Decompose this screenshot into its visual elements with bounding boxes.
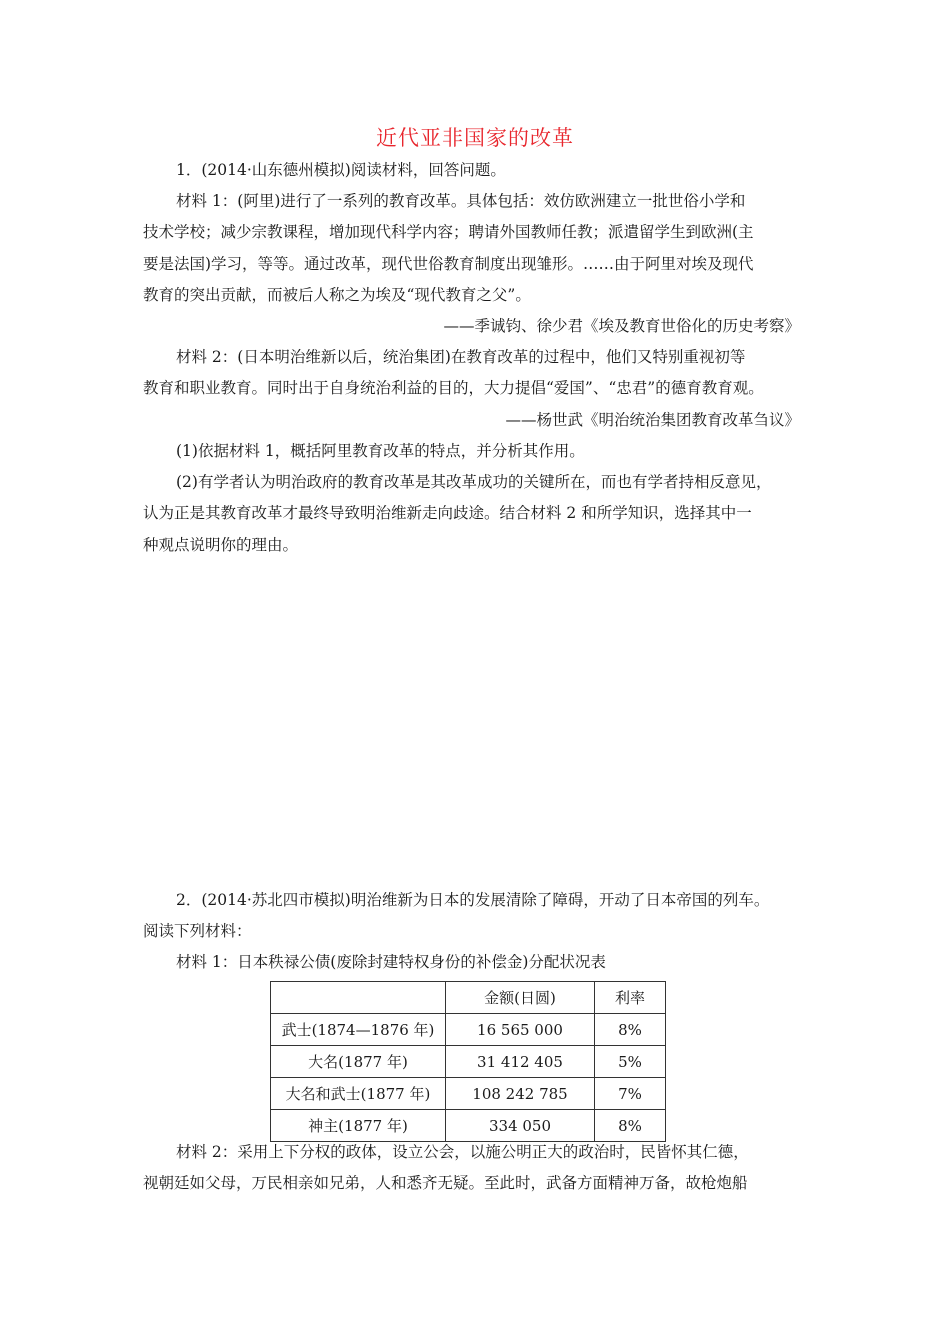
table-cell: 神主(1877 年) [271,1110,446,1142]
table-cell: 8% [595,1014,666,1046]
table-cell: 8% [595,1110,666,1142]
table-cell: 7% [595,1078,666,1110]
table-cell: 大名(1877 年) [271,1046,446,1078]
q1-subquestion-2-line: (2)有学者认为明治政府的教育改革是其改革成功的关键所在，而也有学者持相反意见， [176,473,772,491]
q2-material2-line: 视朝廷如父母，万民相亲如兄弟，人和悉齐无疑。至此时，武备方面精神万备，故枪炮船 [143,1174,748,1192]
table-header-cell [271,982,446,1014]
q2-header-line: 阅读下列材料： [143,922,252,940]
table-cell: 大名和武士(1877 年) [271,1078,446,1110]
q2-material2-line: 材料 2：采用上下分权的政体，设立公会，以施公明正大的政治时，民皆怀其仁德， [176,1143,749,1161]
q1-subquestion-2-line: 认为正是其教育改革才最终导致明治维新走向歧途。结合材料 2 和所学知识，选择其中一 [143,504,752,522]
table-cell: 16 565 000 [446,1014,595,1046]
q2-material1-caption: 材料 1：日本秩禄公债(废除封建特权身份的补偿金)分配状况表 [176,953,606,971]
table-row [271,1046,666,1078]
table-header-row [271,982,666,1014]
q1-header: 1．(2014·山东德州模拟)阅读材料，回答问题。 [176,161,506,179]
table-header-cell: 利率 [595,982,666,1014]
table-cell: 108 242 785 [446,1078,595,1110]
table-row [271,1014,666,1046]
table-cell: 31 412 405 [446,1046,595,1078]
q1-material2-source: ——杨世武《明治统治集团教育改革刍议》 [505,411,800,429]
table-header-cell: 金额(日圆) [446,982,595,1014]
table-cell: 5% [595,1046,666,1078]
table-cell: 334 050 [446,1110,595,1142]
q2-header-line: 2．(2014·苏北四市模拟)明治维新为日本的发展清除了障碍，开动了日本帝国的列车。 [176,891,770,909]
table-cell: 武士(1874—1876 年) [271,1014,446,1046]
page-title: 近代亚非国家的改革 [376,126,574,150]
q1-material1-source: ——季诚钧、徐少君《埃及教育世俗化的历史考察》 [443,317,800,335]
q1-material1-line: 技术学校；减少宗教课程，增加现代科学内容；聘请外国教师任教；派遣留学生到欧洲(主 [143,223,754,241]
bond-distribution-table [270,981,666,1142]
q1-material1-line: 要是法国)学习，等等。通过改革，现代世俗教育制度出现雏形。……由于阿里对埃及现代 [143,255,754,273]
table-row [271,1110,666,1142]
q1-material2-line: 材料 2：(日本明治维新以后，统治集团)在教育改革的过程中，他们又特别重视初等 [176,348,746,366]
q1-subquestion-1: (1)依据材料 1，概括阿里教育改革的特点，并分析其作用。 [176,442,585,460]
q1-material1-line: 教育的突出贡献，而被后人称之为埃及“现代教育之父”。 [143,286,531,304]
q1-subquestion-2-line: 种观点说明你的理由。 [143,536,299,554]
table-row [271,1078,666,1110]
q1-material1-line: 材料 1：(阿里)进行了一系列的教育改革。具体包括：效仿欧洲建立一批世俗小学和 [176,192,746,210]
q1-material2-line: 教育和职业教育。同时出于自身统治利益的目的，大力提倡“爱国”、“忠君”的德育教育观。 [143,379,764,397]
